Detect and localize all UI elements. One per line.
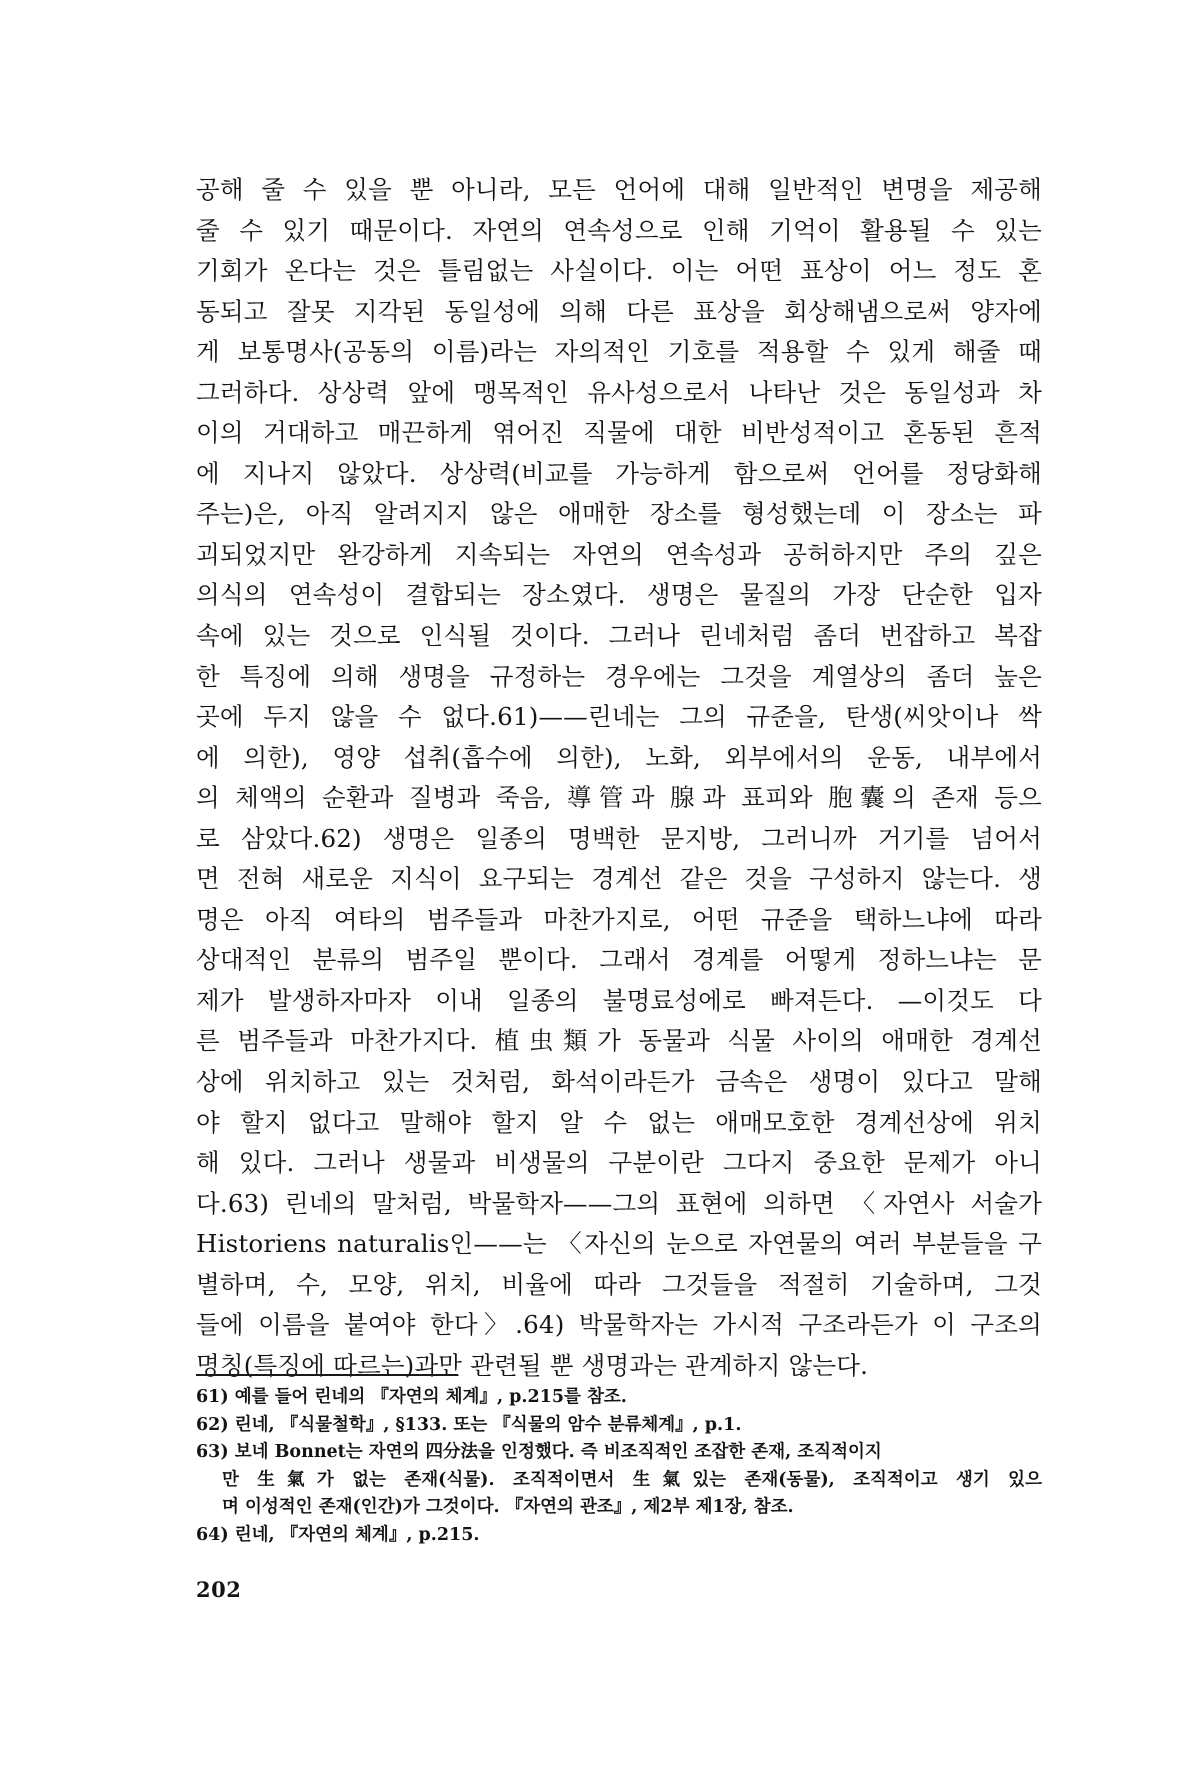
text-line: 면 전혀 새로운 지식이 요구되는 경계선 같은 것을 구성하지 않는다. 생 — [196, 864, 1042, 894]
text-line: 야 할지 없다고 말해야 할지 알 수 없는 애매모호한 경계선상에 위치 — [196, 1107, 1042, 1137]
text-line: 들에 이름을 붙여야 한다〉.64) 박물학자는 가시적 구조라든가 이 구조의 — [196, 1310, 1042, 1340]
text-line: 한 특징에 의해 생명을 규정하는 경우에는 그것을 계열상의 좀더 높은 — [196, 661, 1042, 691]
text-line: 명은 아직 여타의 범주들과 마찬가지로, 어떤 규준을 택하느냐에 따라 — [196, 904, 1042, 934]
text-line: 른 범주들과 마찬가지다. 植虫類가 동물과 식물 사이의 애매한 경계선 — [196, 1026, 1042, 1056]
text-line: 다.63) 린네의 말처럼, 박물학자——그의 표현에 의하면 〈자연사 서술가 — [196, 1188, 1042, 1218]
text-line: 에 의한), 영양 섭취(흡수에 의한), 노화, 외부에서의 운동, 내부에서 — [196, 742, 1042, 772]
text-line: 속에 있는 것으로 인식될 것이다. 그러나 린네처럼 좀더 번잡하고 복잡 — [196, 621, 1042, 651]
text-line: 의 체액의 순환과 질병과 죽음, 導管과 腺과 표피와 胞囊의 존재 등으 — [196, 783, 1042, 813]
text-line: 의식의 연속성이 결합되는 장소였다. 생명은 물질의 가장 단순한 입자 — [196, 580, 1042, 610]
text-line: 줄 수 있기 때문이다. 자연의 연속성으로 인해 기억이 활용될 수 있는 — [196, 215, 1042, 245]
footnote-62: 62) 린네, 『식물철학』, §133. 또는 『식물의 암수 분류체계』, p.1. — [196, 1414, 742, 1435]
text-line: 상에 위치하고 있는 것처럼, 화석이라든가 금속은 생명이 있다고 말해 — [196, 1067, 1042, 1097]
text-line: 해 있다. 그러나 생물과 비생물의 구분이란 그다지 중요한 문제가 아니 — [196, 1148, 1042, 1178]
text-line: 곳에 두지 않을 수 없다.61)——린네는 그의 규준을, 탄생(씨앗이나 싹 — [196, 702, 1042, 732]
text-line: 동되고 잘못 지각된 동일성에 의해 다른 표상을 회상해냄으로써 양자에 — [196, 296, 1042, 326]
footnote-divider — [196, 1374, 458, 1376]
footnote-63-continued: 만 生氣가 없는 존재(식물). 조직적이면서 生氣있는 존재(동물), 조직적이고 생기 있으 — [222, 1469, 1042, 1490]
text-line: 괴되었지만 완강하게 지속되는 자연의 연속성과 공허하지만 주의 깊은 — [196, 539, 1042, 569]
body-text — [196, 170, 1042, 1386]
text-line: 공해 줄 수 있을 뿐 아니라, 모든 언어에 대해 일반적인 변명을 제공해 — [196, 175, 1042, 204]
footnote-61: 61) 예를 들어 린네의 『자연의 체계』, p.215를 참조. — [196, 1387, 627, 1407]
text-line: 그러하다. 상상력 앞에 맹목적인 유사성으로서 나타난 것은 동일성과 차 — [196, 377, 1042, 407]
text-line: 명칭(특징에 따르는)과만 관련될 뿐 생명과는 관계하지 않는다. — [196, 1350, 869, 1380]
footnote-64: 64) 린네, 『자연의 체계』, p.215. — [196, 1524, 480, 1545]
text-line: 기회가 온다는 것은 틀림없는 사실이다. 이는 어떤 표상이 어느 정도 혼 — [196, 256, 1042, 286]
text-line: 로 삼았다.62) 생명은 일종의 명백한 문지방, 그러니까 거기를 넘어서 — [196, 823, 1042, 853]
text-line: 별하며, 수, 모양, 위치, 비율에 따라 그것들을 적절히 기술하며, 그것 — [196, 1269, 1042, 1299]
text-line: 이의 거대하고 매끈하게 엮어진 직물에 대한 비반성적이고 혼동된 흔적 — [196, 418, 1042, 448]
footnote-63: 63) 보네 Bonnet는 자연의 四分法을 인정했다. 즉 비조직적인 조잡한 존재, 조직적이지 — [196, 1442, 882, 1462]
footnote-63-continued: 며 이성적인 존재(인간)가 그것이다. 『자연의 관조』, 제2부 제1장, 참조. — [222, 1497, 794, 1517]
text-line: 게 보통명사(공동의 이름)라는 자의적인 기호를 적용할 수 있게 해줄 때 — [196, 337, 1042, 367]
page-number: 202 — [196, 1577, 242, 1602]
text-line: Historiens naturalis인——는 〈자신의 눈으로 자연물의 여러 부분들을 구 — [196, 1229, 1042, 1259]
text-line: 에 지나지 않았다. 상상력(비교를 가능하게 함으로써 언어를 정당화해 — [196, 458, 1042, 488]
text-line: 상대적인 분류의 범주일 뿐이다. 그래서 경계를 어떻게 정하느냐는 문 — [196, 945, 1042, 975]
footnotes — [196, 1384, 1042, 1549]
text-line: 주는)은, 아직 알려지지 않은 애매한 장소를 형성했는데 이 장소는 파 — [196, 499, 1042, 529]
text-line: 제가 발생하자마자 이내 일종의 불명료성에로 빠져든다. —이것도 다 — [196, 985, 1042, 1015]
